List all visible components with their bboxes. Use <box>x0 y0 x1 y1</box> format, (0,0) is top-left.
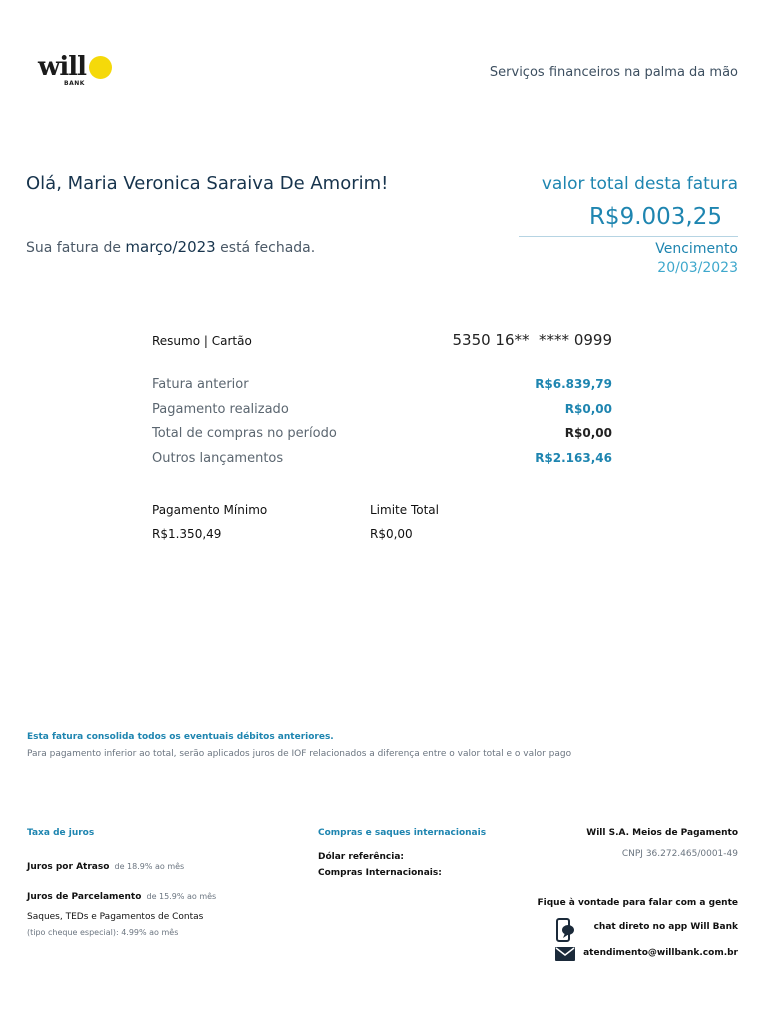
fatura-msg-prefix: Sua fatura de <box>26 240 121 256</box>
phone-chat-icon <box>555 918 575 944</box>
logo-subtext: BANK <box>64 80 85 87</box>
resumo-row-value: R$0,00 <box>564 402 612 416</box>
resumo-row-label: Fatura anterior <box>152 377 249 392</box>
compras-internacionais-label: Compras Internacionais: <box>318 868 442 878</box>
juros-atraso-label: Juros por Atraso <box>27 862 110 872</box>
juros-atraso-value: de 18.9% ao mês <box>114 862 185 871</box>
mail-icon <box>555 946 575 960</box>
logo-dot-icon <box>89 56 112 79</box>
pagamento-minimo-value: R$1.350,49 <box>152 527 222 541</box>
due-label: Vencimento <box>655 241 738 257</box>
iof-note: Para pagamento inferior ao total, serão aplicados juros de IOF relacionados a diferença entre o valor total e o valor pago <box>27 749 572 759</box>
fatura-status-message <box>26 238 315 256</box>
fatura-month: março/2023 <box>125 238 216 256</box>
contact-intro: Fique à vontade para falar com a gente <box>537 898 738 908</box>
total-divider <box>519 236 738 237</box>
total-value: R$9.003,25 <box>588 204 722 230</box>
resumo-row-value: R$6.839,79 <box>535 377 612 391</box>
resumo-row-label: Outros lançamentos <box>152 451 284 466</box>
juros-parcelamento-value: de 15.9% ao mês <box>146 892 217 901</box>
juros-parcelamento <box>27 884 216 903</box>
juros-parcelamento-label: Juros de Parcelamento <box>27 892 142 902</box>
saques-label: Saques, TEDs e Pagamentos de Contas <box>27 912 204 922</box>
limite-total-value: R$0,00 <box>370 527 413 541</box>
resumo-title: Resumo | Cartão <box>152 334 252 348</box>
due-date: 20/03/2023 <box>657 260 738 276</box>
email-link[interactable]: atendimento@willbank.com.br <box>583 948 738 958</box>
juros-atraso <box>27 854 184 873</box>
fatura-msg-suffix: está fechada. <box>220 240 316 256</box>
resumo-row-value: R$2.163,46 <box>535 451 612 465</box>
company-name: Will S.A. Meios de Pagamento <box>586 828 738 838</box>
dolar-referencia-label: Dólar referência: <box>318 852 404 862</box>
resumo-row-value: R$0,00 <box>564 426 612 440</box>
internacional-title: Compras e saques internacionais <box>318 828 487 838</box>
pagamento-minimo-label: Pagamento Mínimo <box>152 503 268 517</box>
greeting-title: Olá, Maria Veronica Saraiva De Amorim! <box>26 173 389 194</box>
chat-link[interactable]: chat direto no app Will Bank <box>593 922 738 932</box>
logo-wordmark: will <box>38 52 87 82</box>
total-label: valor total desta fatura <box>541 174 738 194</box>
resumo-row-label: Pagamento realizado <box>152 402 289 417</box>
saques-value: (tipo cheque especial): 4.99% ao mês <box>27 928 179 937</box>
resumo-row-label: Total de compras no período <box>152 426 337 441</box>
header-tagline: Serviços financeiros na palma da mão <box>489 65 738 80</box>
consolidation-note: Esta fatura consolida todos os eventuais débitos anteriores. <box>27 732 334 742</box>
limite-total-label: Limite Total <box>370 503 439 517</box>
juros-title: Taxa de juros <box>27 828 95 838</box>
card-number: 5350 16** **** 0999 <box>452 331 612 349</box>
company-cnpj: CNPJ 36.272.465/0001-49 <box>621 849 738 859</box>
